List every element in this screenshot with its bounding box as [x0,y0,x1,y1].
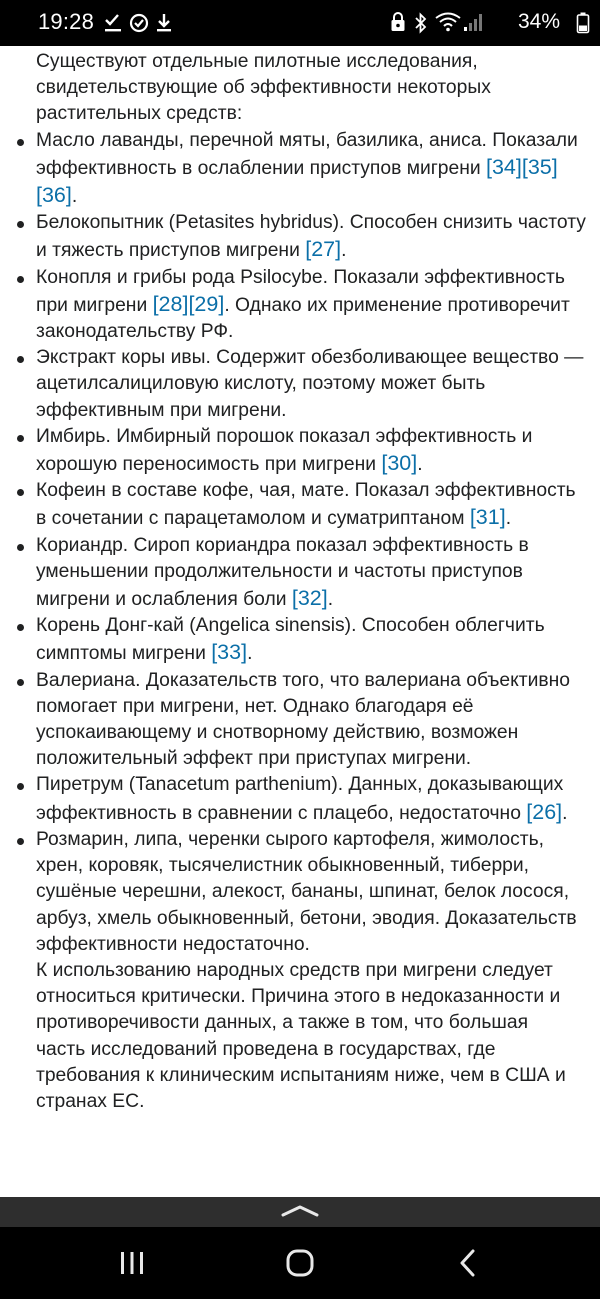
remedy-list [0,128,600,958]
list-item-text: Имбирь. Имбирный порошок показал эффективность и хорошую переносимость при мигрени [36,425,533,476]
bullet-icon [17,276,24,283]
outro-paragraph: К использованию народных средств при мигрени следует относиться критически. Причина этого в недоказанности и противоречивости данных, а также в том, что большая часть исследований проведена в государствах, где требования к клиническим испытаниям ниже, чем в США и странах ЕС. [36,959,566,1112]
bullet-icon [17,139,24,146]
bullet-icon [17,679,24,686]
list-item [0,478,600,532]
list-item [0,265,600,346]
list-item-tail: . [417,454,423,476]
navigation-bar [0,1227,600,1299]
bullet-icon [17,624,24,631]
list-item-text: Пиретрум (Tanacetum parthenium). Данных, доказывающих эффективность в сравнении с плацебо, недостаточно [36,774,564,824]
sync-check-icon [128,12,150,34]
citation-link[interactable]: [30] [381,451,418,476]
list-item-tail: . [327,589,334,611]
list-item-text: Конопля и грибы рода Psilocybe. Показали эффективность при мигрени [36,266,565,316]
status-right-icons [390,10,590,36]
citation-link[interactable]: [31] [469,505,506,530]
list-item-tail: . [71,186,78,208]
list-item-text: Кориандр. Сироп кориандра показал эффективность в уменьшении продолжительности и частоты приступов мигрени и ослабления боли [36,534,529,611]
citation-link[interactable]: [27] [305,237,342,262]
bullet-icon [17,838,24,845]
status-bar [0,0,600,46]
list-item-tail: . Однако их применение противоречит законодательству РФ. [36,294,570,343]
citation-link[interactable]: [32] [291,586,328,611]
battery-percent: 34% [517,10,560,33]
bullet-icon [17,489,24,496]
list-item-text: Корень Донг-кай (Angelica sinensis). Способен облегчить симптомы мигрени [36,615,545,665]
status-time: 19:28 [38,9,95,34]
citation-link[interactable]: [33] [211,640,248,665]
bluetooth-icon [414,12,428,34]
bullet-icon [17,221,24,228]
download-icon [155,12,173,34]
checkmark-download-icon [103,12,123,34]
bullet-icon [17,356,24,363]
back-button[interactable] [436,1241,500,1285]
list-item [0,128,600,211]
list-item [0,424,600,478]
signal-icon [463,12,485,32]
lock-icon [390,12,406,32]
chevron-up-icon[interactable] [280,1204,320,1218]
list-item [0,827,600,958]
list-item [0,613,600,667]
list-item-text: Белокопытник (Petasites hybridus). Способен снизить частоту и тяжесть приступов мигрени [36,212,586,262]
intro-paragraph: Существуют отдельные пилотные исследования, свидетельствующие об эффективности некоторых растительных средств: [36,51,491,125]
list-item-text: Кофеин в составе кофе, чая, мате. Показал эффективность в сочетании с парацетамолом и суматриптаном [36,480,576,530]
wifi-icon [435,12,461,32]
list-item [0,668,600,773]
list-item-text: Розмарин, липа, черенки сырого картофеля, жимолость, хрен, коровяк, тысячелистник обыкновенный, тиберри, сушёные черешни, алекост, бананы, шпинат, белок лосося, арбуз, хмель обыкновенный, бетони, эводия. Доказательств эффективности недостаточно. [36,828,577,955]
recent-apps-button[interactable] [100,1241,164,1285]
bullet-icon [17,435,24,442]
article-body [0,46,600,1115]
list-item-tail: . [562,802,568,824]
list-item-text: Экстракт коры ивы. Содержит обезболивающее вещество — ацетилсалициловую кислоту, поэтому может быть эффективным при мигрени. [36,347,584,421]
list-item [0,772,600,826]
citation-link[interactable]: [34][35][36] [36,154,558,208]
article-viewport[interactable] [0,46,600,1197]
bullet-icon [17,544,24,551]
citation-link[interactable]: [28][29] [152,291,225,316]
back-icon [436,1241,500,1285]
list-item-tail: . [247,643,253,665]
list-item-tail: . [505,508,512,530]
battery-icon [576,12,590,34]
home-icon [268,1241,332,1285]
list-item-text: Валериана. Доказательств того, что валериана объективно помогает при мигрени, нет. Однако благодаря её успокаивающему и снотворному действию, возможен положительный эффект при приступах мигрени. [36,669,570,770]
citation-link[interactable]: [26] [526,799,563,824]
list-item [0,533,600,614]
gesture-handle-bar[interactable] [0,1197,600,1227]
recent-apps-icon [100,1241,164,1285]
list-item [0,210,600,264]
list-item-text: Масло лаванды, перечной мяты, базилика, аниса. Показали эффективность в ослаблении приступов мигрени [36,129,578,179]
list-item-tail: . [341,240,347,262]
list-item [0,345,600,424]
home-button[interactable] [268,1241,332,1285]
bullet-icon [17,783,24,790]
